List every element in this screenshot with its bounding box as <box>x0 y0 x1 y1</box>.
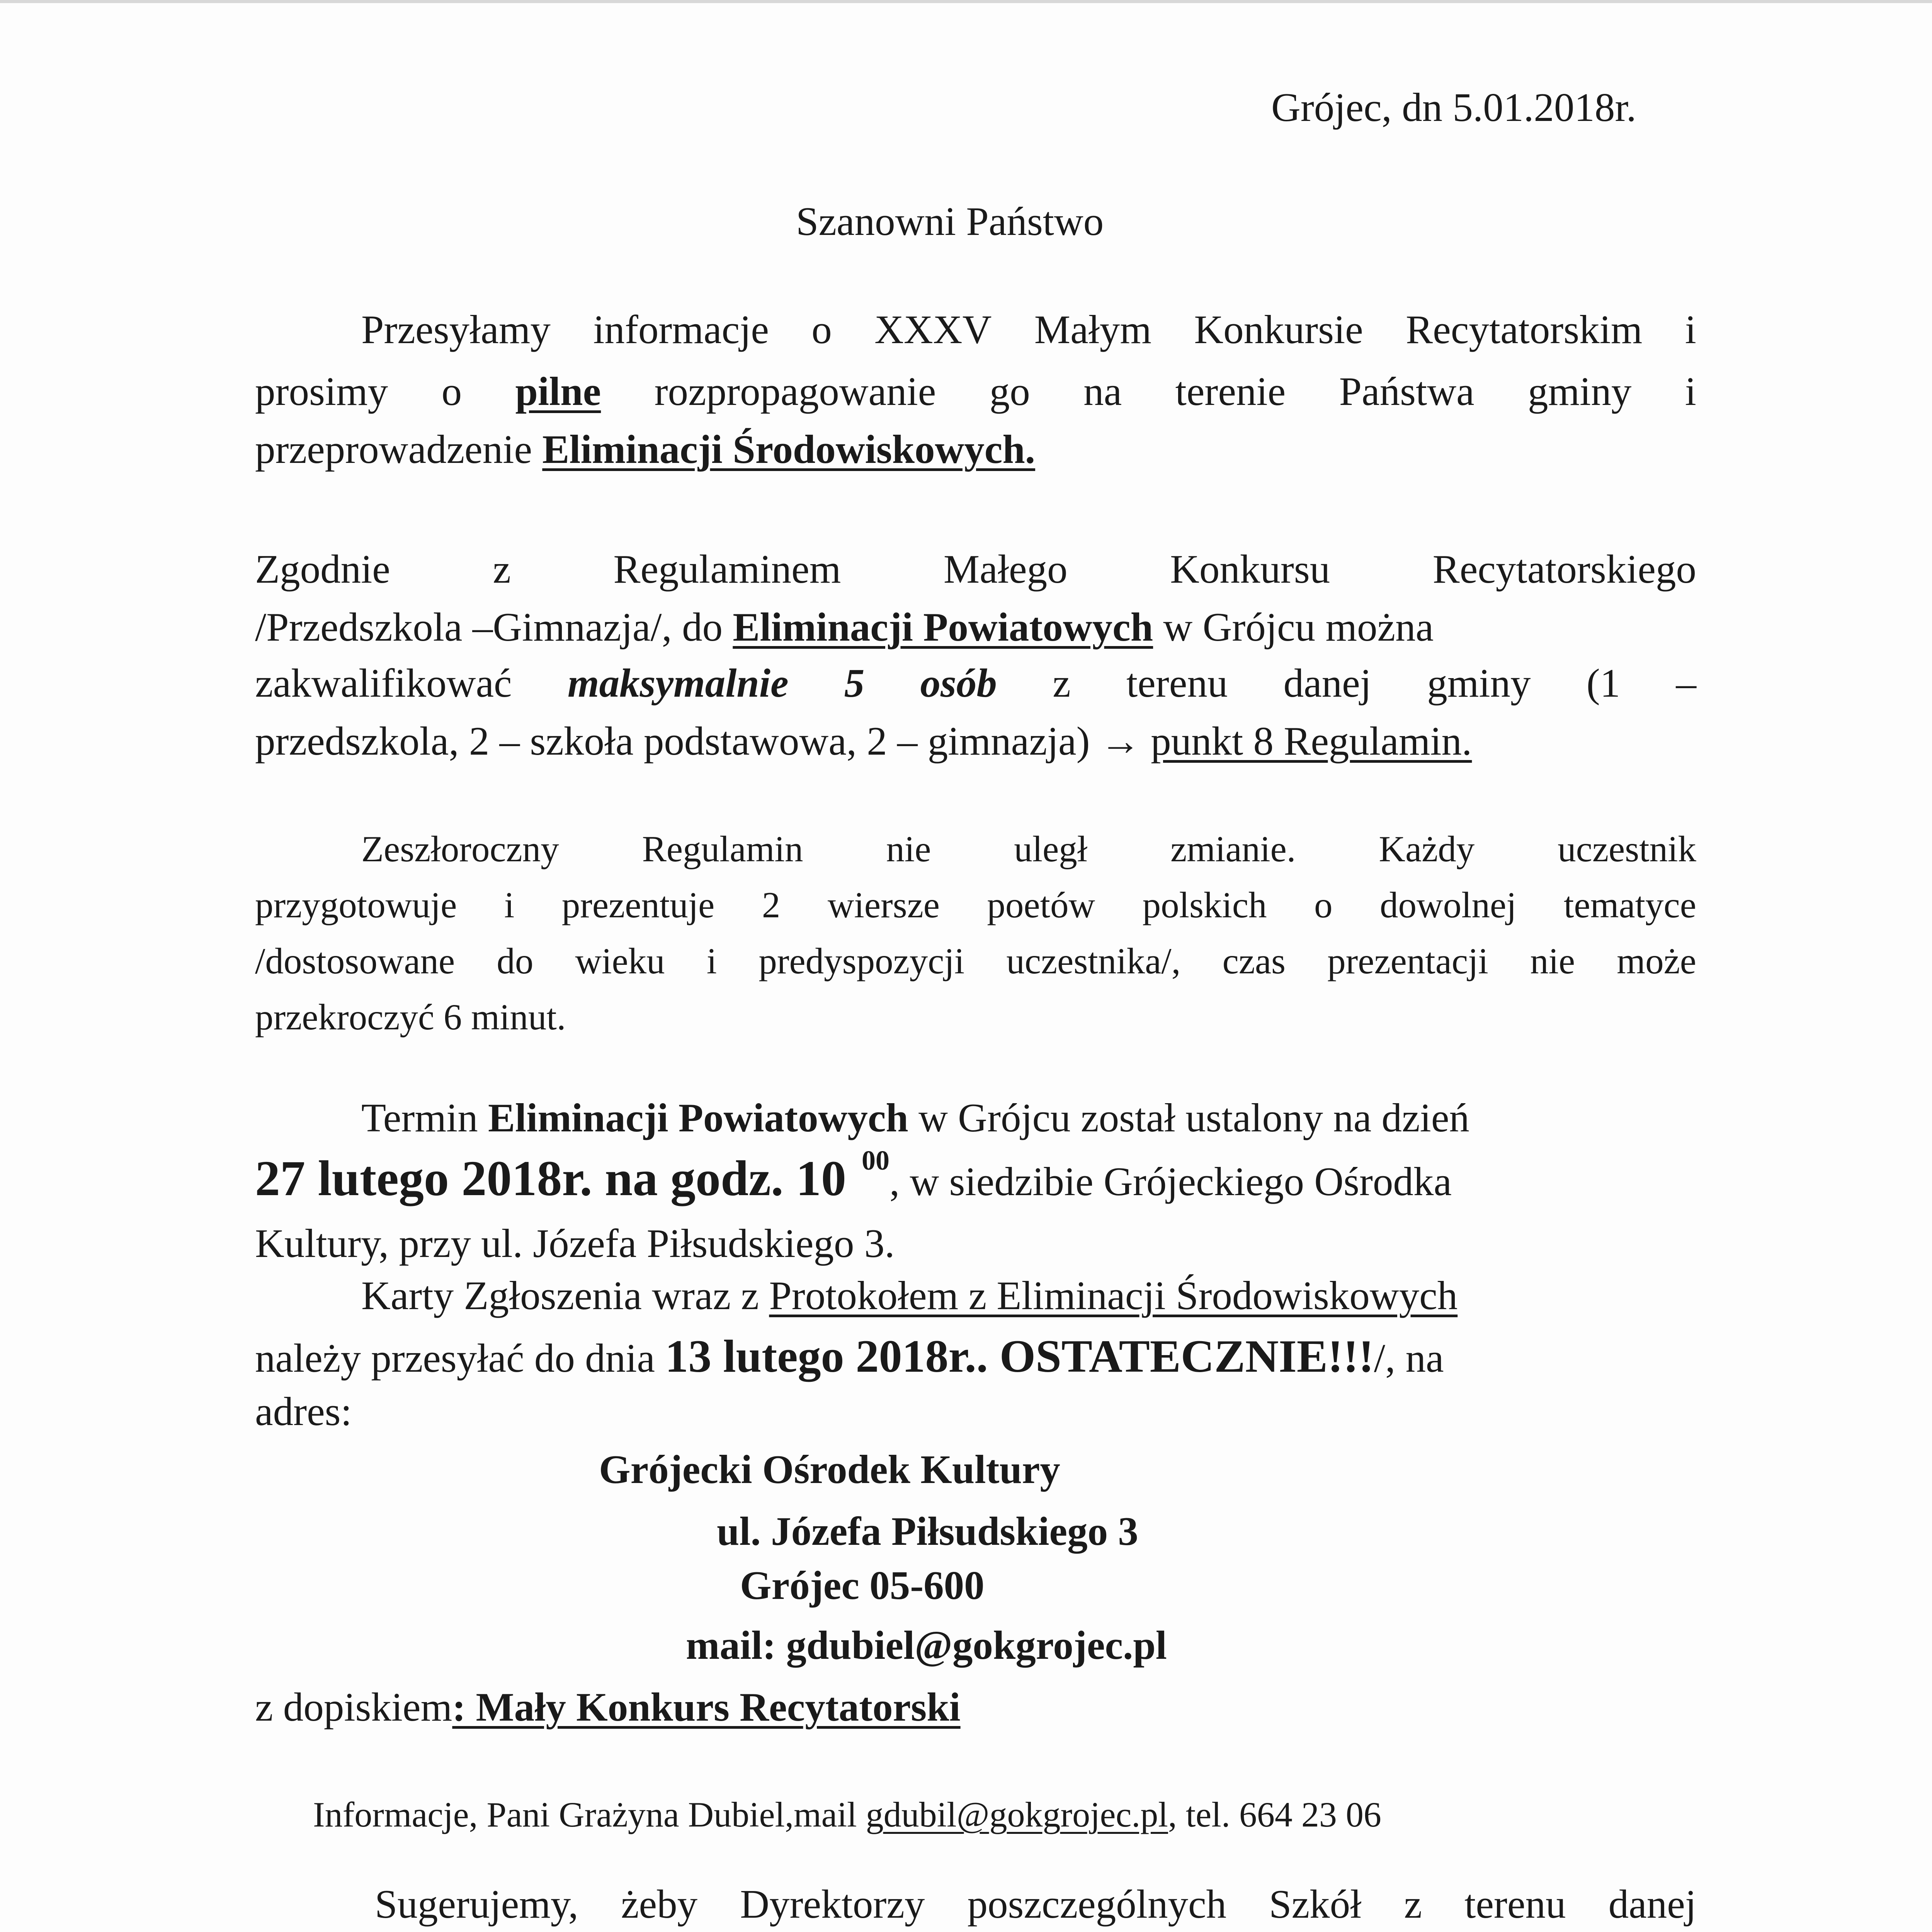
word: uczestnik <box>1558 828 1696 869</box>
text: , w siedzibie Grójeckiego Ośrodka <box>889 1159 1452 1204</box>
word: danej <box>1608 1881 1696 1927</box>
text: , tel. 664 23 06 <box>1168 1795 1381 1834</box>
word: wiersze <box>827 884 940 925</box>
word: /dostosowane <box>255 940 455 981</box>
info-email-link[interactable]: gdubil@gokgrojec.pl <box>866 1795 1168 1834</box>
word: Każdy <box>1379 828 1475 869</box>
deadline-emphasis: 13 lutego 2018r.. OSTATECZNIE!!! <box>665 1330 1374 1382</box>
text: /, na <box>1374 1335 1444 1381</box>
word: przygotowuje <box>255 884 457 925</box>
address-name: Grójecki Ośrodek Kultury <box>599 1447 1060 1492</box>
word: do <box>497 940 534 981</box>
word: i <box>1685 307 1696 352</box>
word: wieku <box>575 940 665 981</box>
p4-line-1 <box>361 1097 1469 1138</box>
word: Konkursie <box>1194 307 1363 352</box>
p6-line-1 <box>375 1881 1696 1927</box>
word: i <box>1685 369 1696 414</box>
word: z <box>1404 1881 1422 1927</box>
word: poetów <box>987 884 1095 925</box>
word: predyspozycji <box>759 940 965 981</box>
word: tematyce <box>1564 884 1696 925</box>
address-street: ul. Józefa Piłsudskiego 3 <box>717 1509 1138 1554</box>
word: poszczególnych <box>967 1881 1227 1927</box>
p5-line-2 <box>255 1330 1444 1382</box>
p3-line-4: przekroczyć 6 minut. <box>255 997 566 1037</box>
word: i <box>706 940 717 981</box>
word: nie <box>886 828 931 869</box>
word: na <box>1083 369 1122 414</box>
p5-line-1 <box>361 1275 1458 1316</box>
protocol-reference: Protokołem z Eliminacji Środowiskowych <box>769 1273 1458 1318</box>
word: Regulaminem <box>613 546 841 592</box>
word: Zeszłoroczny <box>361 828 559 869</box>
word: Małym <box>1034 307 1152 352</box>
word: terenu <box>1126 660 1228 706</box>
note-line <box>255 1684 961 1730</box>
word: prezentacji <box>1327 940 1488 981</box>
text: Informacje, Pani Grażyna Dubiel,mail <box>313 1795 866 1834</box>
address-city: Grójec 05-600 <box>740 1563 985 1608</box>
emphasis-phrase: Eliminacji Środowiskowych. <box>542 427 1036 472</box>
p4-line-3: Kultury, przy ul. Józefa Piłsudskiego 3. <box>255 1221 895 1266</box>
salutation: Szanowni Państwo <box>796 199 1104 244</box>
text: Termin <box>361 1095 488 1140</box>
word: Regulamin <box>642 828 803 869</box>
text: Karty Zgłoszenia wraz z <box>361 1273 769 1318</box>
word: czas <box>1222 940 1286 981</box>
word: z <box>1053 660 1071 706</box>
word: z <box>493 546 511 592</box>
word: Recytatorskiego <box>1432 546 1696 592</box>
word: prosimy <box>255 369 388 414</box>
word: uczestnika/, <box>1006 940 1181 981</box>
word: prezentuje <box>561 884 715 925</box>
word: Konkursu <box>1170 546 1330 592</box>
word: nie <box>1530 940 1575 981</box>
p3-line-2 <box>255 884 1696 925</box>
word: terenie <box>1175 369 1286 414</box>
word: o <box>1314 884 1333 925</box>
word: Państwa <box>1339 369 1475 414</box>
scan-top-edge <box>0 0 1932 3</box>
emphasis-word: pilne <box>515 369 601 414</box>
word: gminy <box>1427 660 1531 706</box>
p1-line-3 <box>255 427 1036 472</box>
word: polskich <box>1142 884 1267 925</box>
word: o <box>811 307 832 352</box>
text: z dopiskiem <box>255 1684 452 1730</box>
word: zmianie. <box>1170 828 1296 869</box>
word: Przesyłamy <box>361 307 551 352</box>
word: gminy <box>1528 369 1632 414</box>
word: może <box>1617 940 1696 981</box>
word: rozpropagowanie <box>654 369 936 414</box>
word: Małego <box>943 546 1068 592</box>
p2-line-4 <box>255 718 1472 764</box>
word: zakwalifikować <box>255 660 512 706</box>
text: w Grójcu został ustalony na dzień <box>908 1095 1469 1140</box>
emphasis-word: osób <box>920 660 997 706</box>
word: informacje <box>593 307 769 352</box>
word: (1 <box>1586 660 1621 706</box>
word: – <box>1676 660 1696 706</box>
word: uległ <box>1014 828 1088 869</box>
date-line: Grójec, dn 5.01.2018r. <box>1271 85 1636 130</box>
word: Zgodnie <box>255 546 390 592</box>
address-mail: mail: gdubiel@gokgrojec.pl <box>686 1622 1167 1668</box>
word: danej <box>1283 660 1371 706</box>
word: żeby <box>621 1881 698 1927</box>
emphasis-phrase: Eliminacji Powiatowych <box>733 604 1153 650</box>
word: XXXV <box>874 307 992 352</box>
regulation-reference: punkt 8 Regulamin. <box>1151 718 1472 764</box>
word: dowolnej <box>1379 884 1517 925</box>
note-subject: : Mały Konkurs Recytatorski <box>452 1684 961 1730</box>
text: /Przedszkola –Gimnazja/, do <box>255 604 733 650</box>
text: należy przesyłać do dnia <box>255 1335 665 1381</box>
word: Dyrektorzy <box>740 1881 925 1927</box>
word: Szkół <box>1269 1881 1362 1927</box>
p2-line-1 <box>255 546 1696 592</box>
p4-line-2 <box>255 1145 1452 1206</box>
word: 2 <box>762 884 781 925</box>
p2-line-3 <box>255 660 1696 706</box>
word: go <box>989 369 1030 414</box>
info-line <box>313 1797 1381 1832</box>
word: terenu <box>1464 1881 1566 1927</box>
p5-line-3: adres: <box>255 1389 352 1434</box>
time-minutes-superscript: 00 <box>861 1145 889 1176</box>
p1-line-2 <box>255 371 1696 412</box>
p2-line-2 <box>255 604 1434 650</box>
p3-line-3 <box>255 940 1696 981</box>
text: przedszkola, 2 – szkoła podstawowa, 2 – gimnazja) → <box>255 718 1151 764</box>
p1-line-1 <box>361 309 1696 350</box>
event-date-time: 27 lutego 2018r. na godz. 10 <box>255 1151 846 1206</box>
word: i <box>504 884 515 925</box>
p3-line-1 <box>361 828 1696 869</box>
text: w Grójcu można <box>1153 604 1434 650</box>
emphasis-phrase: Eliminacji Powiatowych <box>488 1095 908 1140</box>
word: o <box>441 369 462 414</box>
word: Recytatorskim <box>1406 307 1643 352</box>
word: Sugerujemy, <box>375 1881 578 1927</box>
emphasis-word: 5 <box>844 660 865 706</box>
emphasis-word: maksymalnie <box>567 660 789 706</box>
text: przeprowadzenie <box>255 427 543 472</box>
